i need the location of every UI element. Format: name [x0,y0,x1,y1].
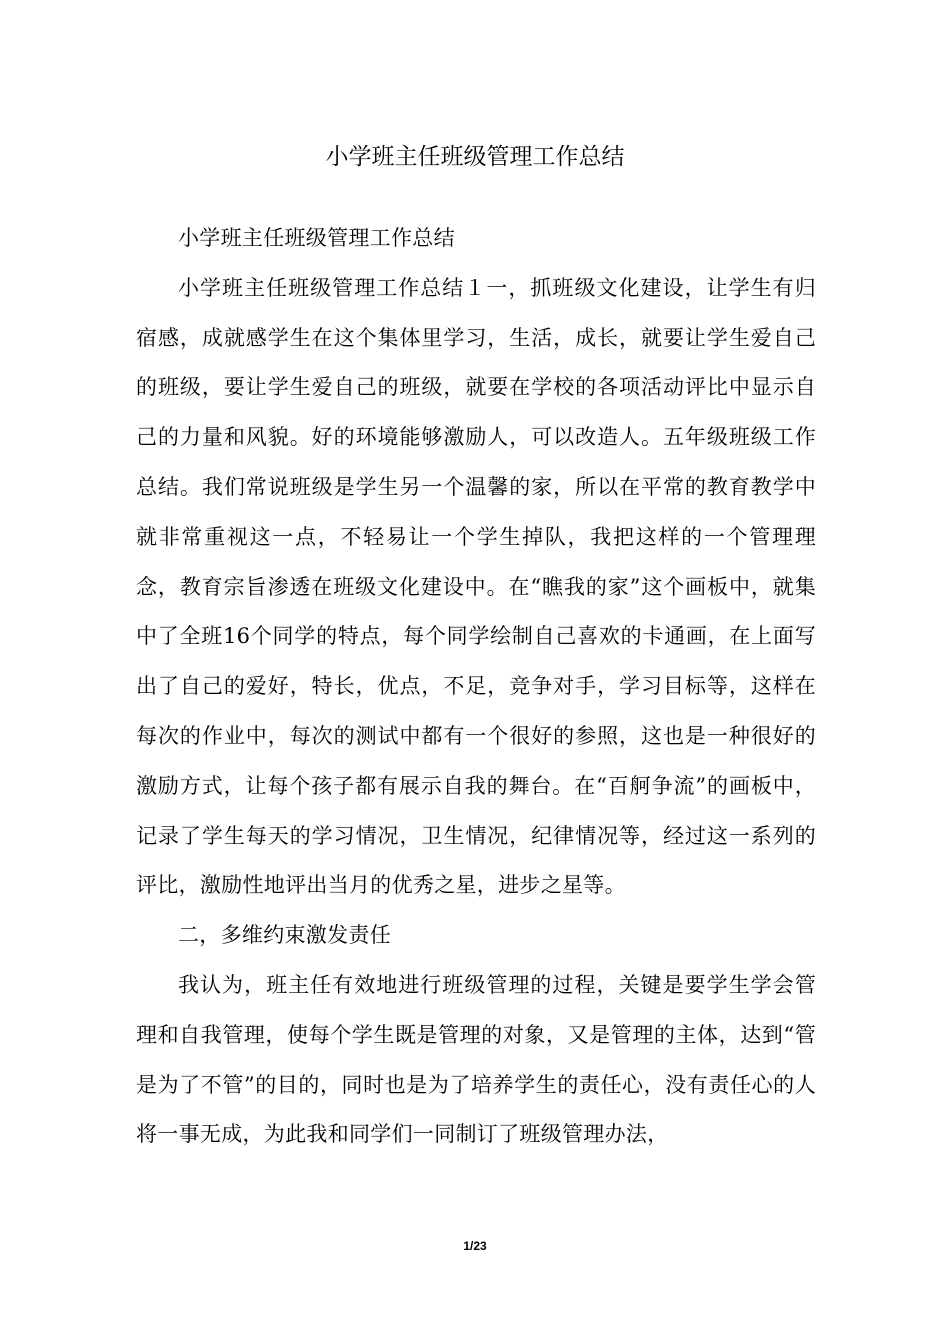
document-title: 小学班主任班级管理工作总结 [325,144,625,170]
paragraph-heading-2: 二，多维约束激发责任 [178,923,391,948]
document-body [136,214,816,1160]
paragraph-section-2: 我认为，班主任有效地进行班级管理的过程，关键是要学生学会管理和自我管理，使每个学生既是管理的对象，又是管理的主体，达到“管是为了不管”的目的，同时也是为了培养学生的责任心，没有责任心的人将一事无成，为此我和同学们一同制订了班级管理办法， [136,972,816,1147]
page-number: 1/23 [463,1239,487,1253]
paragraph-subtitle: 小学班主任班级管理工作总结 [178,226,455,250]
paragraph-section-1: 小学班主任班级管理工作总结１一，抓班级文化建设，让学生有归宿感，成就感学生在这个集体里学习，生活，成长，就要让学生爱自己的班级，要让学生爱自己的班级，就要在学校的各项活动评比中显示自己的力量和风貌。好的环境能够激励人，可以改造人。五年级班级工作总结。我们常说班级是学生另一个温馨的家，所以在平常的教育教学中就非常重视这一点，不轻易让一个学生掉队，我把这样的一个管理理念，教育宗旨渗透在班级文化建设中。在“瞧我的家”这个画板中，就集中了全班16个同学的特点，每个同学绘制自己喜欢的卡通画，在上面写出了自己的爱好，特长，优点，不足，竞争对手，学习目标等，这样在每次的作业中，每次的测试中都有一个很好的参照，这也是一种很好的激励方式，让每个孩子都有展示自我的舞台。在“百舸争流”的画板中，记录了学生每天的学习情况，卫生情况，纪律情况等，经过这一系列的评比，激励性地评出当月的优秀之星，进步之星等。 [136,275,816,898]
